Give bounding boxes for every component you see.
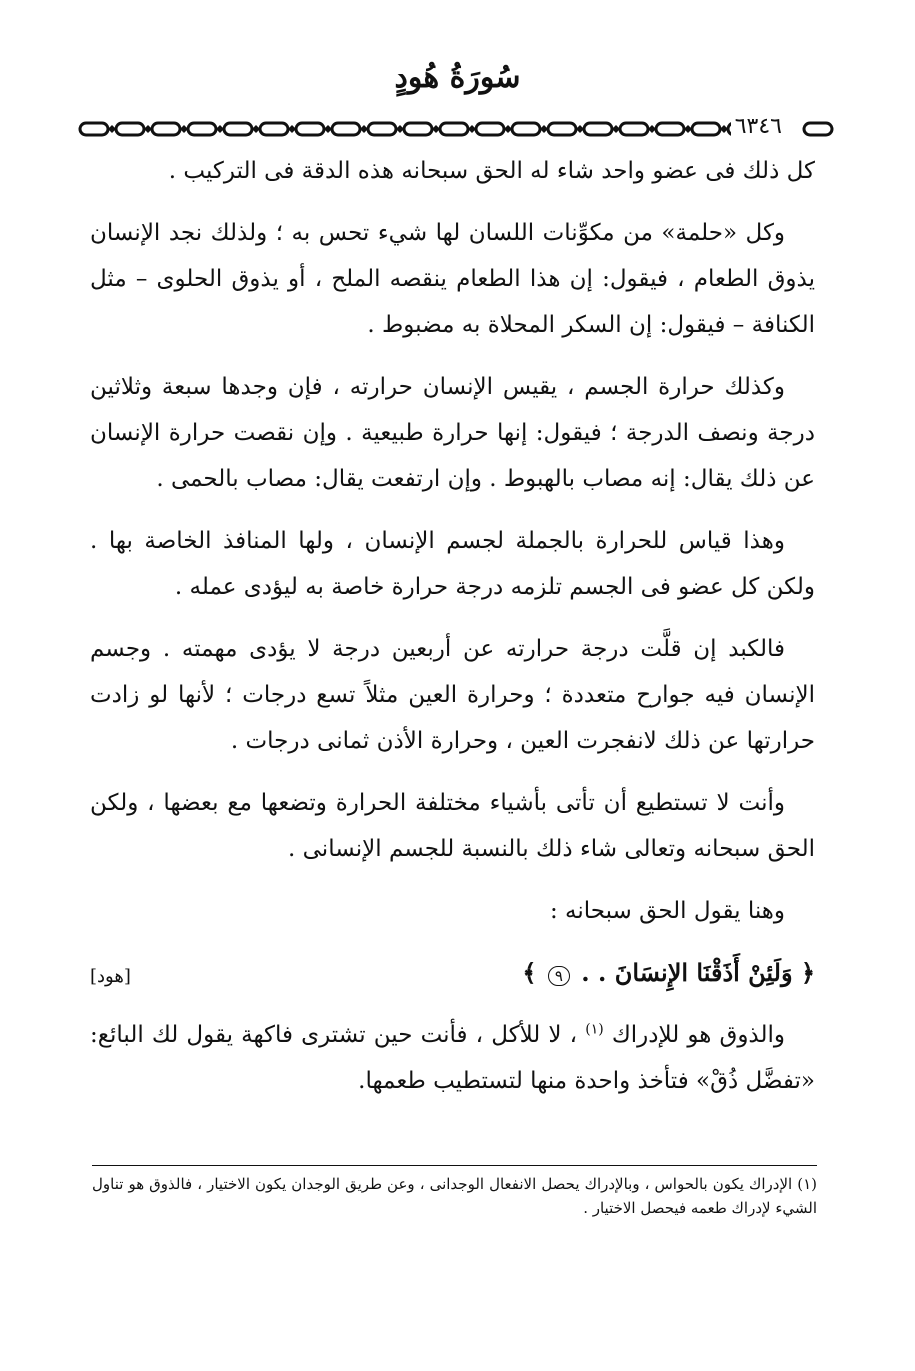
ornament-link: [332, 123, 360, 135]
ornament-link: [80, 123, 108, 135]
surah-title: سُورَةُ هُودٍ: [394, 60, 521, 95]
quran-verse: [90, 950, 815, 996]
closing-text-end: ، لا للأكل ، فأنت حين تشترى فاكهة يقول لك البائع: «تفضَّل ذُقْ» فتأخذ واحدة منها لتستطيب طعمها.: [90, 1022, 815, 1094]
ornament-link: [548, 123, 576, 135]
verse-open-bracket: ﴿: [800, 958, 815, 987]
ornament-link: [692, 123, 720, 135]
verse-number: ٩: [548, 966, 570, 986]
paragraph: فالكبد إن قلَّت درجة حرارته عن أربعين درجة لا يؤدى مهمته . وجسم الإنسان فيه جوارح متعددة ؛ وحرارة العين مثلاً تسع درجات ؛ لأنها لو زادت حرارتها عن ذلك لانفجرت العين ، وحرارة الأذن ثمانى درجات .: [90, 636, 815, 754]
paragraph: وهذا قياس للحرارة بالجملة لجسم الإنسان ، ولها المنافذ الخاصة بها . ولكن كل عضو فى الجسم تلزمه درجة حرارة خاصة به ليؤدى عمله .: [90, 528, 815, 600]
ornament-link: [260, 123, 288, 135]
verse-reference: [هود]: [90, 966, 131, 987]
ornament-link: [224, 123, 252, 135]
paragraph: وأنت لا تستطيع أن تأتى بأشياء مختلفة الحرارة وتضعها مع بعضها ، ولكن الحق سبحانه وتعالى شاء ذلك بالنسبة للجسم الإنسانى .: [90, 790, 815, 862]
ornament-link: [404, 123, 432, 135]
verse-close-bracket: ﴾: [522, 958, 537, 987]
footnote-marker: (١): [585, 1021, 604, 1038]
header-ornament-border: [76, 114, 836, 140]
paragraph: وكذلك حرارة الجسم ، يقيس الإنسان حرارته ، فإن وجدها سبعة وثلاثين درجة ونصف الدرجة ؛ فيقول: إنها حرارة طبيعية . وإن نقصت حرارة الإنسان عن ذلك يقال: إنه مصاب بالهبوط . وإن ارتفعت يقال: مصاب بالحمى .: [90, 374, 815, 492]
ornament-link: [512, 123, 540, 135]
ornament-link: [584, 123, 612, 135]
ornament-link: [368, 123, 396, 135]
ornament-link: [804, 123, 832, 135]
footnote: (١) الإدراك يكون بالحواس ، وبالإدراك يحصل الانفعال الوجدانى ، وعن طريق الوجدان يكون الاختيار ، فالذوق هو تناول الشيء لإدراك طعمه فيحصل الاختيار .: [92, 1175, 817, 1217]
paragraph: وكل «حلمة» من مكوِّنات اللسان لها شيء تحس به ؛ ولذلك نجد الإنسان يذوق الطعام ، فيقول: إن هذا الطعام ينقصه الملح ، أو يذوق الحلوى – مثل الكنافة – فيقول: إن السكر المحلاة به مضبوط .: [90, 220, 815, 338]
footnote-divider: [92, 1165, 817, 1166]
ornament-link: [188, 123, 216, 135]
paragraph: كل ذلك فى عضو واحد شاء له الحق سبحانه هذه الدقة فى التركيب .: [168, 158, 815, 184]
ornament-link: [152, 123, 180, 135]
main-text: [90, 148, 815, 1120]
paragraph: وهنا يقول الحق سبحانه :: [549, 898, 785, 924]
ornament-link: [296, 123, 324, 135]
page-header: [0, 58, 915, 98]
ornament-link: [440, 123, 468, 135]
verse-text-block: [522, 950, 815, 996]
ornament-link: [620, 123, 648, 135]
ornament-link: [476, 123, 504, 135]
page-number: ٦٣٤٦: [731, 112, 786, 142]
verse-text: وَلَئِنْ أَذَقْنَا الإِنسَانَ . .: [581, 958, 793, 987]
paragraph: [90, 1012, 815, 1104]
ornament-link: [656, 123, 684, 135]
ornament-link: [116, 123, 144, 135]
ornament-chain-icon: [76, 118, 836, 140]
closing-text-start: والذوق هو للإدراك: [611, 1022, 786, 1048]
footnotes: [92, 1172, 817, 1220]
